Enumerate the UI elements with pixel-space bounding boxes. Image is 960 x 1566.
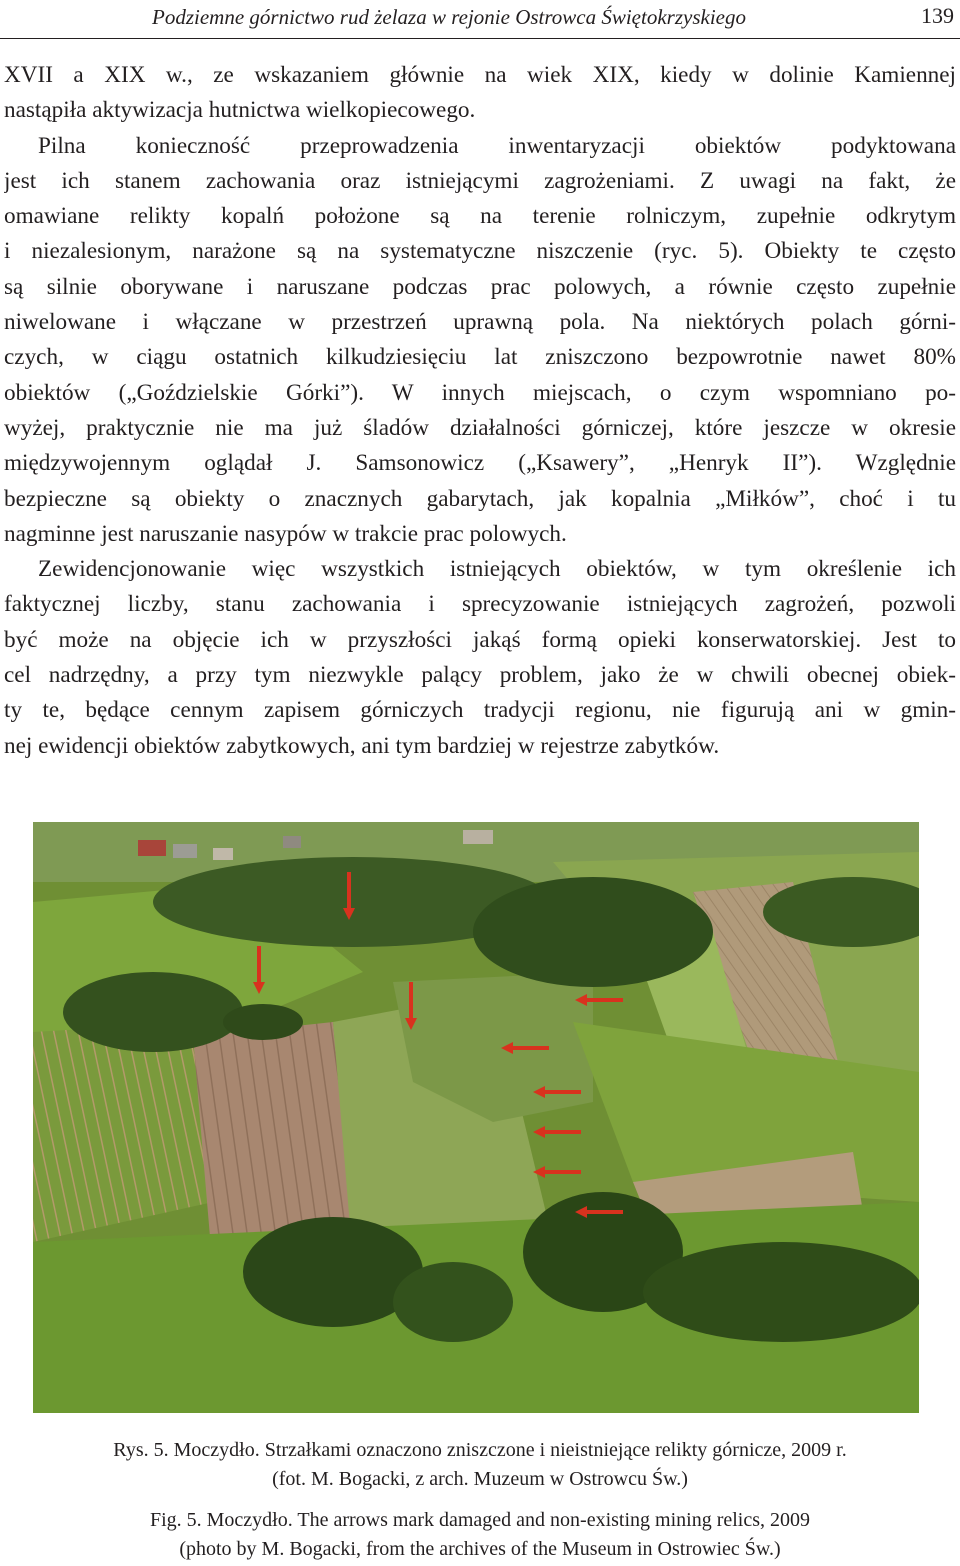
running-head: Podziemne górnictwo rud żelaza w rejonie Ostrowca Świętokrzyskiego — [152, 5, 746, 29]
text-line: wyżej, praktycznie nie ma już śladów działalności górniczej, które jeszcze w okresie — [4, 414, 956, 441]
text-line: nej ewidencji obiektów zabytkowych, ani tym bardziej w rejestrze zabytków. — [4, 732, 720, 759]
text-line: Pilna konieczność przeprowadzenia inwentaryzacji obiektów podyktowana — [38, 132, 956, 159]
text-line: obiektów („Goździelskie Górki”). W innych miejscach, o czym wspomniano po- — [4, 379, 956, 406]
text-line: omawiane relikty kopalń położone są na terenie rolniczym, zupełnie odkrytym — [4, 203, 956, 230]
caption-en-line1: Fig. 5. Moczydło. The arrows mark damaged and non-existing mining relics, 2009 — [149, 1509, 811, 1531]
caption-pl-line2: (fot. M. Bogacki, z arch. Muzeum w Ostrowcu Św.) — [272, 1468, 688, 1490]
text-line: bezpieczne są obiekty o znacznych gabarytach, jak kopalnia „Miłków”, choć i tu — [4, 485, 956, 512]
text-line: cel nadrzędny, a przy tym niezwykle palący problem, jako że w chwili obecnej obiek- — [4, 662, 956, 689]
text-line: być może na objęcie ich w przyszłości jakąś formą opieki konserwatorskiej. Jest to — [4, 626, 956, 653]
text-line: nagminne jest naruszanie nasypów w trakcie prac polowych. — [4, 520, 567, 547]
text-line: międzywojennym oglądał J. Samsonowicz („Ksawery”, „Henryk II”). Względnie — [4, 450, 956, 477]
caption-en-line2: (photo by M. Bogacki, from the archives of the Museum in Ostrowiec Św.) — [179, 1538, 781, 1560]
aerial-photo — [33, 822, 919, 1413]
caption-pl-line1: Rys. 5. Moczydło. Strzałkami oznaczono zniszczone i nieistniejące relikty górnicze, 2009 r. — [113, 1439, 847, 1461]
aerial-photo-illustration — [33, 822, 919, 1413]
text-line: nastąpiła aktywizacja hutnictwa wielkopiecowego. — [4, 97, 476, 124]
page-number: 139 — [921, 3, 954, 28]
text-line: XVII a XIX w., ze wskazaniem głównie na wiek XIX, kiedy w dolinie Kamiennej — [4, 62, 956, 88]
text-line: faktycznej liczby, stanu zachowania i sprecyzowanie istniejących zagrożeń, pozwoli — [4, 591, 956, 618]
text-line: i niezalesionym, narażone są na systematyczne niszczenie (ryc. 5). Obiekty te często — [4, 238, 956, 265]
header-rule — [0, 38, 960, 39]
text-line: są silnie oborywane i naruszane podczas prac polowych, a równie często zupełnie — [4, 273, 956, 300]
text-line: jest ich stanem zachowania oraz istniejącymi zagrożeniami. Z uwagi na fakt, że — [4, 167, 956, 194]
text-line: niwelowane i włączane w przestrzeń uprawną pola. Na niektórych polach górni- — [4, 309, 956, 336]
text-line: ty te, będące cennym zapisem górniczych tradycji regionu, nie figurują ani w gmin- — [4, 697, 956, 724]
body-text — [4, 58, 956, 764]
page-header — [0, 0, 960, 40]
figure-captions — [0, 1436, 960, 1564]
text-line: Zewidencjonowanie więc wszystkich istniejących obiektów, w tym określenie ich — [38, 556, 956, 583]
text-line: czych, w ciągu ostatnich kilkudziesięciu lat zniszczono bezpowrotnie nawet 80% — [4, 344, 956, 371]
